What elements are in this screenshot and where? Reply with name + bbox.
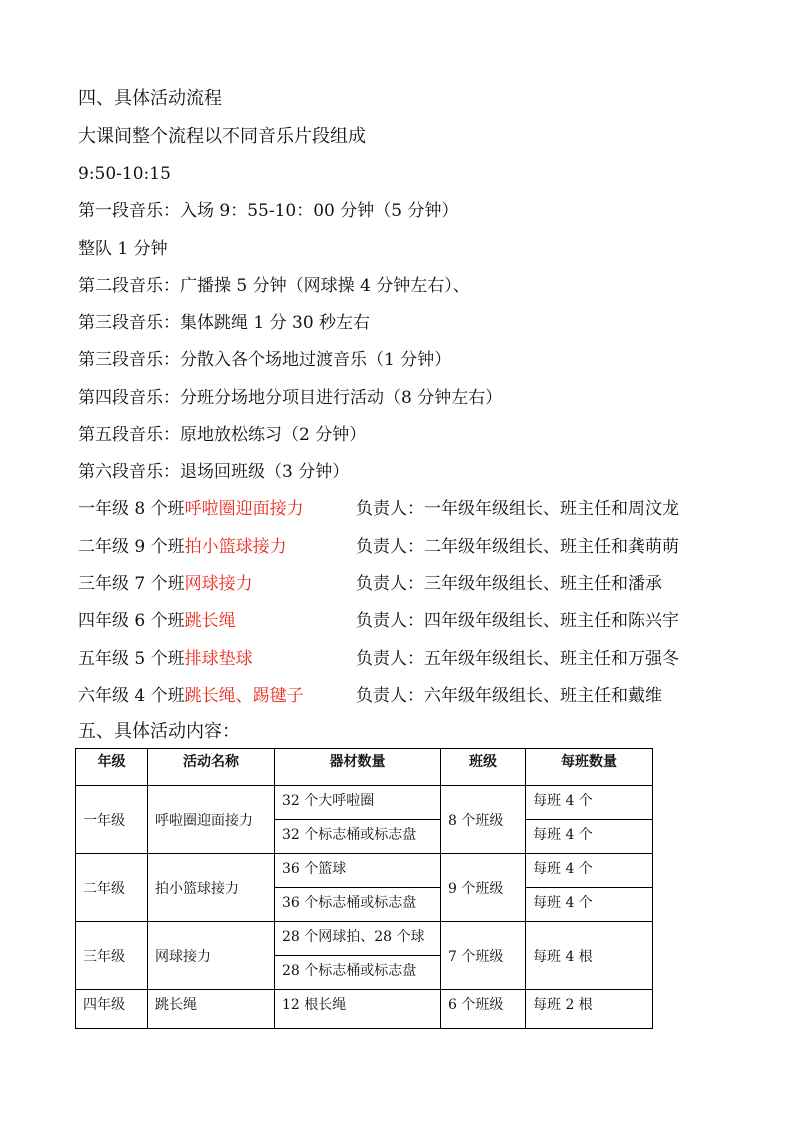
step-1: 第一段音乐：入场 9：55-10：00 分钟（5 分钟） bbox=[78, 201, 459, 221]
assignment-responsible: 负责人：四年级年级组长、班主任和陈兴宇 bbox=[356, 611, 679, 631]
header-equipment: 器材数量 bbox=[275, 749, 441, 786]
cell-grade: 二年级 bbox=[76, 854, 148, 922]
assignment-responsible: 负责人：三年级年级组长、班主任和潘承 bbox=[356, 574, 662, 594]
step-3: 第二段音乐：广播操 5 分钟（网球操 4 分钟左右）、 bbox=[78, 276, 470, 296]
assignment-grade-4 bbox=[78, 610, 236, 632]
section-5-title: 五、具体活动内容： bbox=[78, 721, 240, 742]
assignment-grade-3 bbox=[78, 573, 253, 595]
cell-per-class: 每班 4 个 bbox=[526, 888, 653, 922]
cell-classes: 6 个班级 bbox=[441, 990, 526, 1029]
cell-equipment: 28 个标志桶或标志盘 bbox=[275, 956, 441, 990]
assignment-prefix: 五年级 5 个班 bbox=[78, 649, 185, 669]
header-classes: 班级 bbox=[441, 749, 526, 786]
cell-per-class: 每班 4 根 bbox=[526, 922, 653, 990]
assignment-prefix: 六年级 4 个班 bbox=[78, 686, 185, 706]
cell-classes: 9 个班级 bbox=[441, 854, 526, 922]
cell-activity: 呼啦圈迎面接力 bbox=[148, 786, 275, 854]
assignment-activity: 排球垫球 bbox=[184, 649, 253, 669]
cell-per-class: 每班 4 个 bbox=[526, 854, 653, 888]
table-row bbox=[76, 854, 653, 888]
header-per-class: 每班数量 bbox=[526, 749, 653, 786]
cell-equipment: 32 个大呼啦圈 bbox=[275, 786, 441, 820]
step-7: 第五段音乐：原地放松练习（2 分钟） bbox=[78, 425, 367, 445]
cell-activity: 跳长绳 bbox=[148, 990, 275, 1029]
cell-per-class: 每班 4 个 bbox=[526, 820, 653, 854]
step-6: 第四段音乐：分班分场地分项目进行活动（8 分钟左右） bbox=[78, 388, 503, 408]
cell-equipment: 28 个网球拍、28 个球 bbox=[275, 922, 441, 956]
assignment-grade-1 bbox=[78, 498, 304, 520]
cell-per-class: 每班 4 个 bbox=[526, 786, 653, 820]
assignment-activity: 拍小篮球接力 bbox=[184, 537, 287, 557]
time-range: 9:50-10:15 bbox=[78, 164, 171, 184]
assignment-prefix: 四年级 6 个班 bbox=[78, 611, 185, 631]
assignment-activity: 呼啦圈迎面接力 bbox=[184, 499, 304, 519]
assignment-prefix: 二年级 9 个班 bbox=[78, 537, 185, 557]
cell-per-class: 每班 2 根 bbox=[526, 990, 653, 1029]
assignment-prefix: 三年级 7 个班 bbox=[78, 574, 185, 594]
section-4-subtitle: 大课间整个流程以不同音乐片段组成 bbox=[78, 126, 366, 147]
header-activity: 活动名称 bbox=[148, 749, 275, 786]
cell-classes: 8 个班级 bbox=[441, 786, 526, 854]
cell-activity: 网球接力 bbox=[148, 922, 275, 990]
step-8: 第六段音乐：退场回班级（3 分钟） bbox=[78, 462, 350, 482]
table-header-row bbox=[76, 749, 653, 786]
table-row bbox=[76, 786, 653, 820]
cell-classes: 7 个班级 bbox=[441, 922, 526, 990]
step-4: 第三段音乐：集体跳绳 1 分 30 秒左右 bbox=[78, 313, 371, 333]
assignment-responsible: 负责人：五年级年级组长、班主任和万强冬 bbox=[356, 649, 679, 669]
assignment-responsible: 负责人：一年级年级组长、班主任和周汶龙 bbox=[356, 499, 679, 519]
header-grade: 年级 bbox=[76, 749, 148, 786]
section-4-title: 四、具体活动流程 bbox=[78, 88, 222, 109]
assignment-responsible: 负责人：二年级年级组长、班主任和龚萌萌 bbox=[356, 537, 679, 557]
cell-activity: 拍小篮球接力 bbox=[148, 854, 275, 922]
assignment-activity: 跳长绳 bbox=[184, 611, 236, 631]
cell-grade: 一年级 bbox=[76, 786, 148, 854]
step-5: 第三段音乐：分散入各个场地过渡音乐（1 分钟） bbox=[78, 350, 452, 370]
assignment-activity: 网球接力 bbox=[184, 574, 253, 594]
assignment-grade-6 bbox=[78, 685, 304, 707]
assignment-responsible: 负责人：六年级年级组长、班主任和戴维 bbox=[356, 686, 662, 706]
cell-equipment: 36 个标志桶或标志盘 bbox=[275, 888, 441, 922]
assignment-activity: 跳长绳、踢毽子 bbox=[184, 686, 304, 706]
cell-equipment: 32 个标志桶或标志盘 bbox=[275, 820, 441, 854]
cell-equipment: 12 根长绳 bbox=[275, 990, 441, 1029]
assignment-prefix: 一年级 8 个班 bbox=[78, 499, 185, 519]
assignment-grade-5 bbox=[78, 648, 253, 670]
step-2: 整队 1 分钟 bbox=[78, 239, 168, 259]
table-row bbox=[76, 922, 653, 956]
equipment-table bbox=[75, 748, 653, 1029]
assignment-grade-2 bbox=[78, 536, 287, 558]
cell-grade: 三年级 bbox=[76, 922, 148, 990]
table-row bbox=[76, 990, 653, 1029]
cell-equipment: 36 个篮球 bbox=[275, 854, 441, 888]
cell-grade: 四年级 bbox=[76, 990, 148, 1029]
